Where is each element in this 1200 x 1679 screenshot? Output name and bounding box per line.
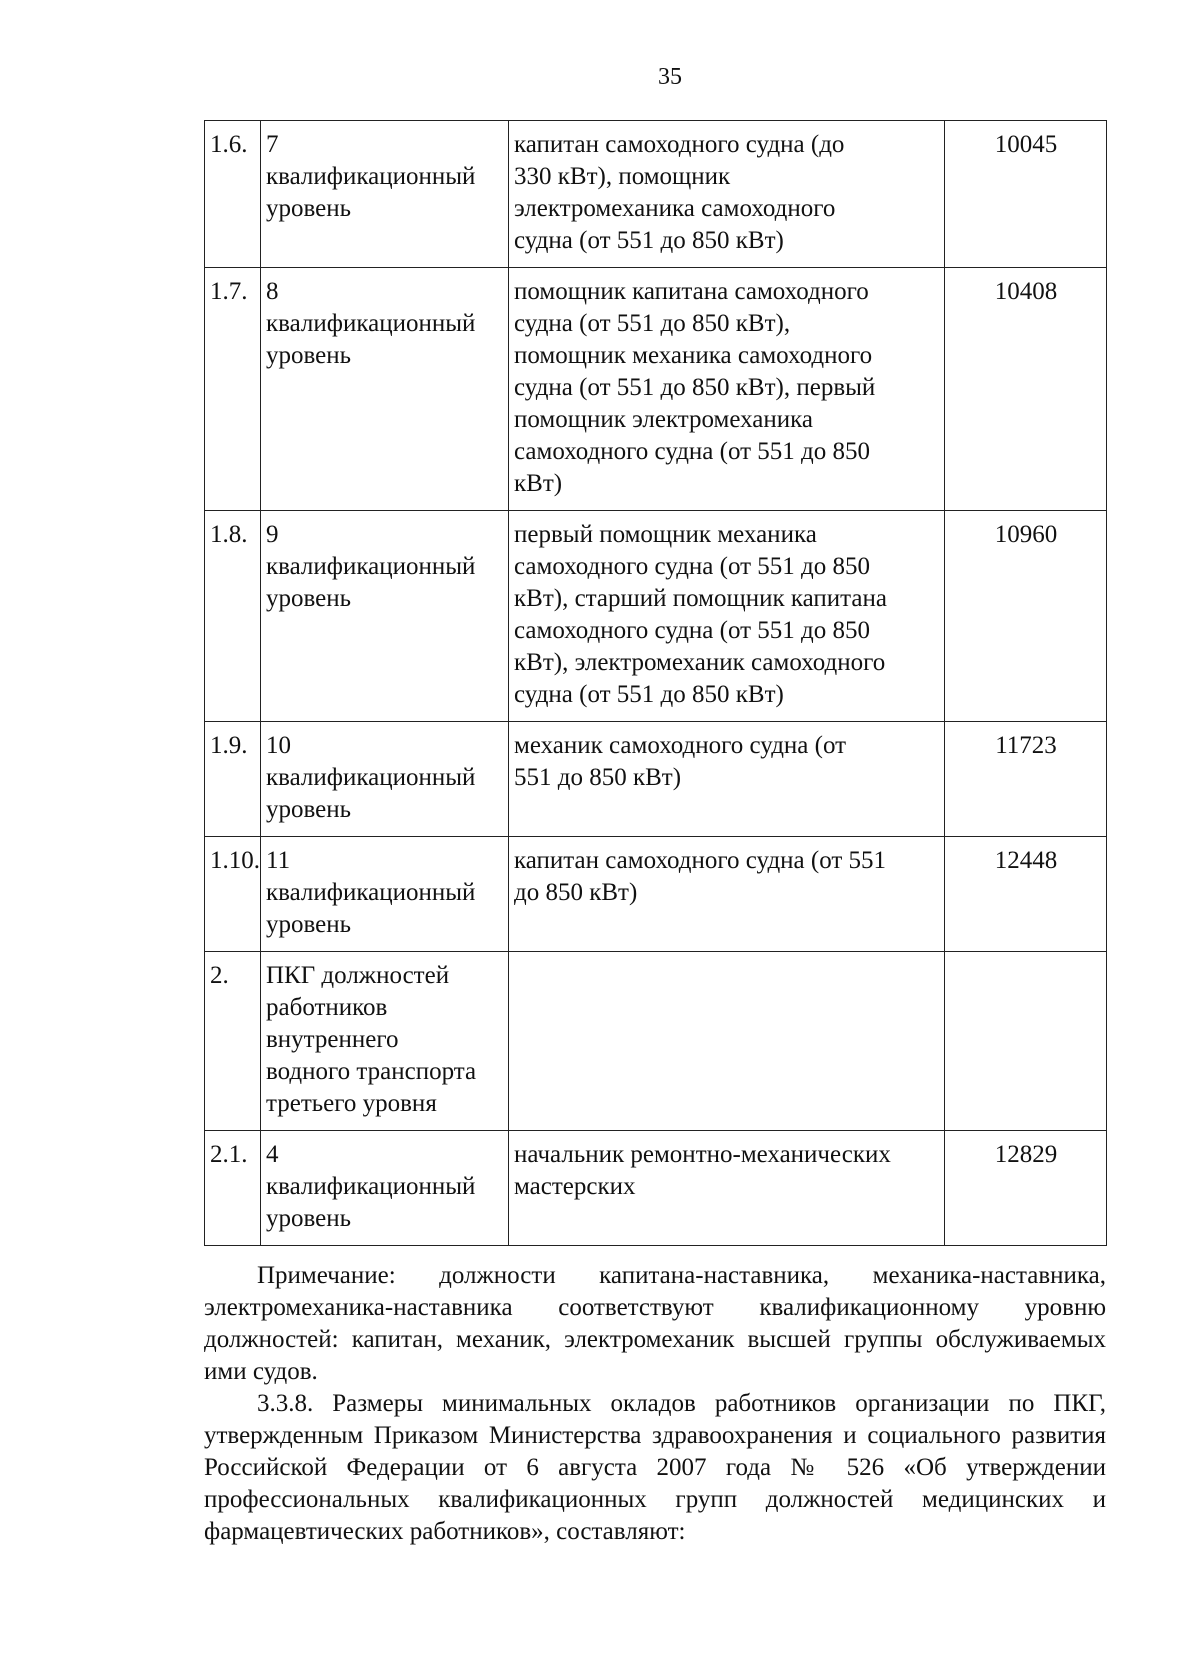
qualification-level: 11 квалификационный уровень — [261, 837, 509, 952]
qualification-level: ПКГ должностей работников внутреннего водного транспорта третьего уровня — [261, 952, 509, 1131]
table-row — [205, 837, 1107, 952]
positions — [509, 952, 945, 1131]
salary-value — [945, 952, 1107, 1131]
qualification-level: 8 квалификационный уровень — [261, 268, 509, 511]
positions: начальник ремонтно-механических мастерских — [509, 1131, 945, 1246]
page-number: 35 — [658, 64, 682, 90]
table-row — [205, 121, 1107, 268]
positions: механик самоходного судна (от 551 до 850 кВт) — [509, 722, 945, 837]
salary-value: 10408 — [945, 268, 1107, 511]
row-number: 2. — [205, 952, 261, 1131]
row-number: 2.1. — [205, 1131, 261, 1246]
salary-value: 10045 — [945, 121, 1107, 268]
salary-value: 12448 — [945, 837, 1107, 952]
positions: капитан самоходного судна (до 330 кВт), помощник электромеханика самоходного судна (от 551 до 850 кВт) — [509, 121, 945, 268]
table-row — [205, 511, 1107, 722]
positions: помощник капитана самоходного судна (от 551 до 850 кВт), помощник механика самоходного судна (от 551 до 850 кВт), первый помощник электромеханика самоходного судна (от 551 до 850 кВт) — [509, 268, 945, 511]
note-paragraph: Примечание: должности капитана-наставника, механика-наставника, электромеханика-наставника соответствуют квалификационному уровню должностей: капитан, механик, электромеханик высшей группы обслуживаемых ими судов. — [204, 1262, 1106, 1385]
qualification-level: 4 квалификационный уровень — [261, 1131, 509, 1246]
row-number: 1.9. — [205, 722, 261, 837]
salary-value: 10960 — [945, 511, 1107, 722]
row-number: 1.10. — [205, 837, 261, 952]
row-number: 1.6. — [205, 121, 261, 268]
qualification-level: 9 квалификационный уровень — [261, 511, 509, 722]
section-paragraph: 3.3.8. Размеры минимальных окладов работников организации по ПКГ, утвержденным Приказом Министерства здравоохранения и социального развития Российской Федерации от 6 августа 2007 года № 526 «Об утверждении профессиональных квалификационных групп должностей медицинских и фармацевтических работников», составляют: — [204, 1390, 1106, 1545]
row-number: 1.7. — [205, 268, 261, 511]
table-row — [205, 1131, 1107, 1246]
salary-table — [204, 120, 1107, 1246]
notes-section — [204, 1260, 1106, 1548]
table-row — [205, 722, 1107, 837]
qualification-level: 10 квалификационный уровень — [261, 722, 509, 837]
positions: первый помощник механика самоходного судна (от 551 до 850 кВт), старший помощник капитана самоходного судна (от 551 до 850 кВт), электромеханик самоходного судна (от 551 до 850 кВт) — [509, 511, 945, 722]
table-row — [205, 952, 1107, 1131]
qualification-level: 7 квалификационный уровень — [261, 121, 509, 268]
table-row — [205, 268, 1107, 511]
salary-value: 11723 — [945, 722, 1107, 837]
salary-value: 12829 — [945, 1131, 1107, 1246]
row-number: 1.8. — [205, 511, 261, 722]
positions: капитан самоходного судна (от 551 до 850 кВт) — [509, 837, 945, 952]
